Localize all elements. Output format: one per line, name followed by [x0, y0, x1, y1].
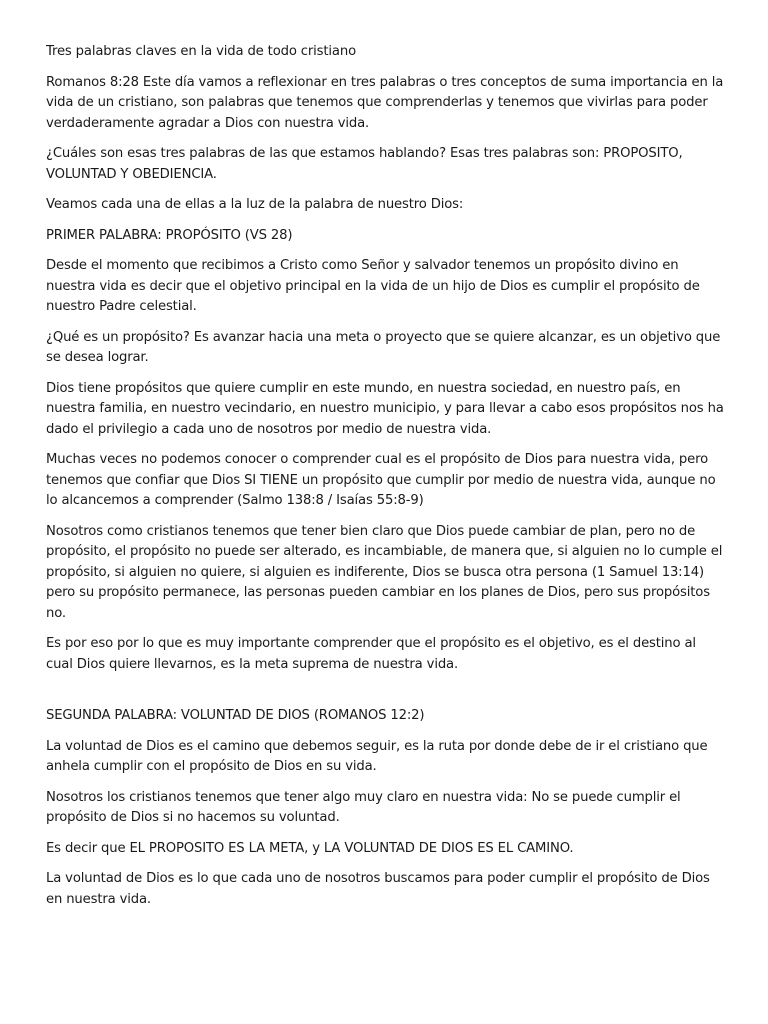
document-page — [46, 42, 726, 920]
paragraph: Desde el momento que recibimos a Cristo como Señor y salvador tenemos un propósito divino en nuestra vida es decir que el objetivo principal en la vida de un hijo de Dios es cumplir el propósito de nuestro Padre celestial. — [46, 258, 700, 314]
paragraph-intro: Romanos 8:28 Este día vamos a reflexionar en tres palabras o tres conceptos de suma importancia en la vida de un cristiano, son palabras que tenemos que comprenderlas y tenemos que vivirlas para poder verdaderamente agradar a Dios con nuestra vida. — [46, 74, 724, 131]
section-heading-second: SEGUNDA PALABRA: VOLUNTAD DE DIOS (ROMANOS 12:2) — [46, 708, 425, 723]
paragraph: Es decir que EL PROPOSITO ES LA META, y LA VOLUNTAD DE DIOS ES EL CAMINO. — [46, 840, 574, 856]
paragraph: Nosotros los cristianos tenemos que tener algo muy claro en nuestra vida: No se puede cumplir el propósito de Dios si no hacemos su voluntad. — [46, 789, 681, 825]
paragraph: La voluntad de Dios es el camino que debemos seguir, es la ruta por donde debe de ir el cristiano que anhela cumplir con el propósito de Dios en su vida. — [46, 738, 708, 774]
paragraph: Nosotros como cristianos tenemos que tener bien claro que Dios puede cambiar de plan, pero no de propósito, el propósito no puede ser alterado, es incambiable, de manera que, si alguien no lo cumple el propósito, si alguien no quiere, si alguien es indiferente, Dios se busca otra persona (1 Samuel 13:14) pero su propósito permanece, las personas pueden cambiar en los planes de Dios, pero sus propósitos no. — [46, 523, 723, 621]
paragraph: Muchas veces no podemos conocer o comprender cual es el propósito de Dios para nuestra vida, pero tenemos que confiar que Dios SI TIENE un propósito que cumplir por medio de nuestra vida, aunque no lo alcancemos a comprender (Salmo 138:8 / Isaías 55:8-9) — [46, 452, 716, 508]
paragraph-question: ¿Cuáles son esas tres palabras de las que estamos hablando? Esas tres palabras son: PROPOSITO, VOLUNTAD Y OBEDIENCIA. — [46, 146, 683, 182]
paragraph: Es por eso por lo que es muy importante comprender que el propósito es el objetivo, es el destino al cual Dios quiere llevarnos, es la meta suprema de nuestra vida. — [46, 636, 696, 672]
paragraph: ¿Qué es un propósito? Es avanzar hacia una meta o proyecto que se quiere alcanzar, es un objetivo que se desea lograr. — [46, 329, 721, 365]
paragraph: Dios tiene propósitos que quiere cumplir en este mundo, en nuestra sociedad, en nuestro país, en nuestra familia, en nuestro vecindario, en nuestro municipio, y para llevar a cabo esos propósitos nos ha dado el privilegio a cada uno de nosotros por medio de nuestra vida. — [46, 380, 724, 437]
document-title: Tres palabras claves en la vida de todo cristiano — [46, 44, 356, 59]
paragraph: La voluntad de Dios es lo que cada uno de nosotros buscamos para poder cumplir el propósito de Dios en nuestra vida. — [46, 871, 710, 907]
section-heading-first: PRIMER PALABRA: PROPÓSITO (VS 28) — [46, 227, 293, 243]
paragraph-lead-in: Veamos cada una de ellas a la luz de la palabra de nuestro Dios: — [46, 197, 464, 212]
